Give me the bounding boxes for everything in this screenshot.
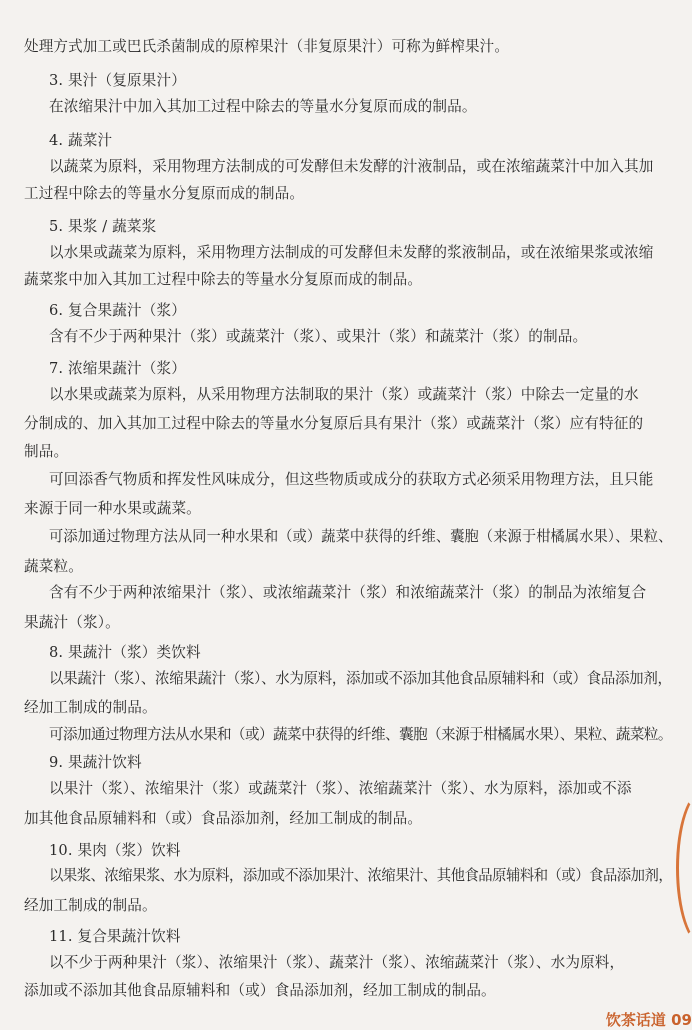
page-edge-arc (676, 790, 692, 946)
body-text: 以水果或蔬菜为原料，采用物理方法制成的可发酵但未发酵的浆液制品，或在浓缩果浆或浓缩 (49, 244, 654, 261)
body-text: 以水果或蔬菜为原料，从采用物理方法制取的果汁（浆）或蔬菜汁（浆）中除去一定量的水 (49, 386, 639, 403)
body-text: 经加工制成的制品。 (24, 699, 157, 716)
body-text: 可添加通过物理方法从同一种水果和（或）蔬菜中获得的纤维、囊胞（来源于柑橘属水果）、果粒、 (49, 528, 673, 545)
body-text: 以蔬菜为原料，采用物理方法制成的可发酵但未发酵的汁液制品，或在浓缩蔬菜汁中加入其加 (49, 158, 654, 175)
body-text: 在浓缩果汁中加入其加工过程中除去的等量水分复原而成的制品。 (49, 98, 477, 115)
page-footer: 饮茶话道 09 (605, 1011, 692, 1029)
section-heading: 10. 果肉（浆）饮料 (49, 842, 181, 859)
body-text: 蔬菜浆中加入其加工过程中除去的等量水分复原而成的制品。 (24, 271, 423, 288)
body-text: 工过程中除去的等量水分复原而成的制品。 (24, 185, 305, 202)
body-text: 添加或不添加其他食品原辅料和（或）食品添加剂，经加工制成的制品。 (24, 982, 496, 999)
section-heading: 5. 果浆 / 蔬菜浆 (49, 218, 157, 235)
body-text: 可回添香气物质和挥发性风味成分，但这些物质或成分的获取方式必须采用物理方法，且只能 (49, 471, 654, 488)
body-text: 果蔬汁（浆）。 (24, 614, 120, 631)
section-heading: 8. 果蔬汁（浆）类饮料 (49, 644, 201, 661)
body-text: 蔬菜粒。 (24, 558, 83, 575)
body-text: 经加工制成的制品。 (24, 897, 157, 914)
section-heading: 3. 果汁（复原果汁） (49, 72, 186, 89)
body-text: 含有不少于两种浓缩果汁（浆）、或浓缩蔬菜汁（浆）和浓缩蔬菜汁（浆）的制品为浓缩复合 (49, 584, 647, 601)
body-text: 以果浆、浓缩果浆、水为原料，添加或不添加果汁、浓缩果汁、其他食品原辅料和（或）食品添加剂， (49, 867, 673, 884)
body-text: 处理方式加工或巴氏杀菌制成的原榨果汁（非复原果汁）可称为鲜榨果汁。 (24, 38, 510, 55)
section-heading: 9. 果蔬汁饮料 (49, 754, 142, 771)
section-heading: 6. 复合果蔬汁（浆） (49, 302, 186, 319)
body-text: 以果汁（浆）、浓缩果汁（浆）或蔬菜汁（浆）、浓缩蔬菜汁（浆）、水为原料，添加或不添 (49, 780, 632, 797)
body-text: 分制成的、加入其加工过程中除去的等量水分复原后具有果汁（浆）或蔬菜汁（浆）应有特征的 (24, 415, 644, 432)
body-text: 以不少于两种果汁（浆）、浓缩果汁（浆）、蔬菜汁（浆）、浓缩蔬菜汁（浆）、水为原料， (49, 954, 625, 971)
section-heading: 11. 复合果蔬汁饮料 (49, 928, 181, 945)
body-text: 含有不少于两种果汁（浆）或蔬菜汁（浆）、或果汁（浆）和蔬菜汁（浆）的制品。 (49, 328, 588, 345)
body-text: 加其他食品原辅料和（或）食品添加剂，经加工制成的制品。 (24, 810, 423, 827)
body-text: 以果蔬汁（浆）、浓缩果蔬汁（浆）、水为原料，添加或不添加其他食品原辅料和（或）食品添加剂， (49, 670, 672, 687)
body-text: 可添加通过物理方法从水果和（或）蔬菜中获得的纤维、囊胞（来源于柑橘属水果）、果粒、蔬菜粒。 (49, 726, 672, 743)
body-text: 来源于同一种水果或蔬菜。 (24, 500, 201, 517)
body-text: 制品。 (24, 443, 69, 460)
section-heading: 7. 浓缩果蔬汁（浆） (49, 360, 186, 377)
section-heading: 4. 蔬菜汁 (49, 132, 113, 149)
